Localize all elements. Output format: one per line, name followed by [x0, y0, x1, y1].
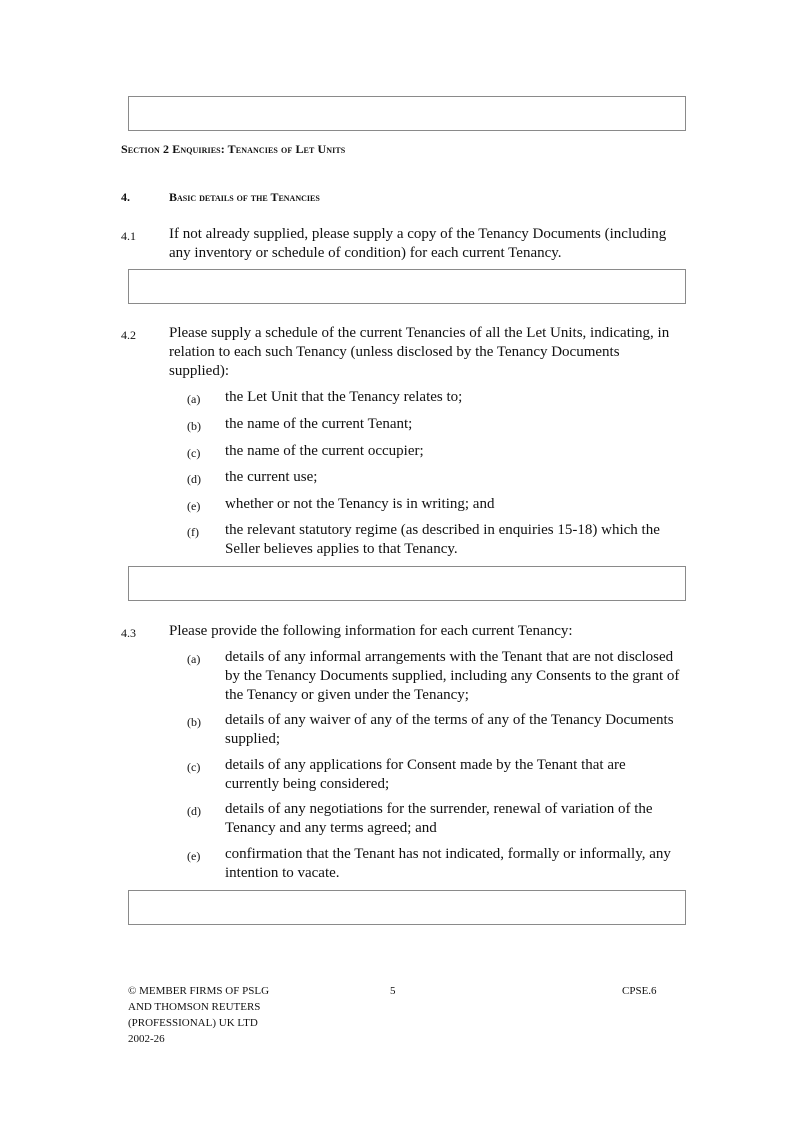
answer-box-4-3[interactable]: [128, 890, 686, 925]
sub-item-label: (a): [187, 392, 201, 406]
footer-copyright: [128, 983, 328, 1047]
copyright-line: 2002-26: [128, 1033, 165, 1045]
sub-item-text: confirmation that the Tenant has not indicated, formally or informally, any intention to vacate.: [225, 846, 671, 881]
sub-item-label: (d): [187, 804, 201, 818]
sub-item-text: details of any informal arrangements with the Tenant that are not disclosed by the Tenancy Documents supplied, including any Consents to the grant of the Tenancy or given under the Tenancy;: [225, 649, 680, 703]
sub-item-text: the name of the current occupier;: [225, 443, 424, 459]
sub-item-text: the name of the current Tenant;: [225, 416, 413, 432]
sub-item-text: whether or not the Tenancy is in writing; and: [225, 496, 495, 512]
enquiry-number-4-2: 4.2: [121, 328, 136, 342]
footer-doc-code: CPSE.6: [622, 985, 657, 997]
sub-item-text: details of any applications for Consent made by the Tenant that are currently being considered;: [225, 757, 626, 792]
sub-item-text: the current use;: [225, 469, 318, 485]
section-number: 4.: [121, 190, 130, 204]
sub-item-text: the Let Unit that the Tenancy relates to;: [225, 389, 463, 405]
sub-item-text: details of any waiver of any of the terms of any of the Tenancy Documents supplied;: [225, 712, 674, 747]
copyright-line: (PROFESSIONAL) UK LTD: [128, 1017, 258, 1029]
sub-item-label: (f): [187, 525, 199, 539]
sub-item-label: (c): [187, 760, 201, 774]
sub-item-label: (b): [187, 715, 201, 729]
answer-box-4-2[interactable]: [128, 566, 686, 601]
sub-item-text: the relevant statutory regime (as described in enquiries 15-18) which the Seller believes applies to that Tenancy.: [225, 522, 660, 557]
sub-item-label: (c): [187, 446, 201, 460]
enquiry-number-4-3: 4.3: [121, 626, 136, 640]
copyright-line: © MEMBER FIRMS OF PSLG: [128, 985, 270, 997]
sub-item-label: (a): [187, 652, 201, 666]
footer-page-number: 5: [390, 985, 396, 997]
enquiry-text-4-2: Please supply a schedule of the current Tenancies of all the Let Units, indicating, in relation to each such Tenancy (unless disclosed by the Tenancy Documents supplied):: [169, 325, 670, 379]
enquiry-number-4-1: 4.1: [121, 229, 136, 243]
section-title: Section 2 Enquiries: Tenancies of Let Units: [121, 142, 346, 156]
sub-item-text: details of any negotiations for the surrender, renewal of variation of the Tenancy and any terms agreed; and: [225, 801, 653, 836]
sub-item-label: (b): [187, 419, 201, 433]
section-heading: Basic details of the Tenancies: [169, 190, 320, 204]
sub-item-label: (d): [187, 472, 201, 486]
copyright-line: AND THOMSON REUTERS: [128, 1001, 261, 1013]
sub-item-label: (e): [187, 849, 201, 863]
sub-item-label: (e): [187, 499, 201, 513]
answer-box-top[interactable]: [128, 96, 686, 131]
enquiry-text-4-1: If not already supplied, please supply a copy of the Tenancy Documents (including any inventory or schedule of condition) for each current Tenancy.: [169, 226, 667, 261]
answer-box-4-1[interactable]: [128, 269, 686, 304]
enquiry-text-4-3: Please provide the following information for each current Tenancy:: [169, 623, 573, 639]
